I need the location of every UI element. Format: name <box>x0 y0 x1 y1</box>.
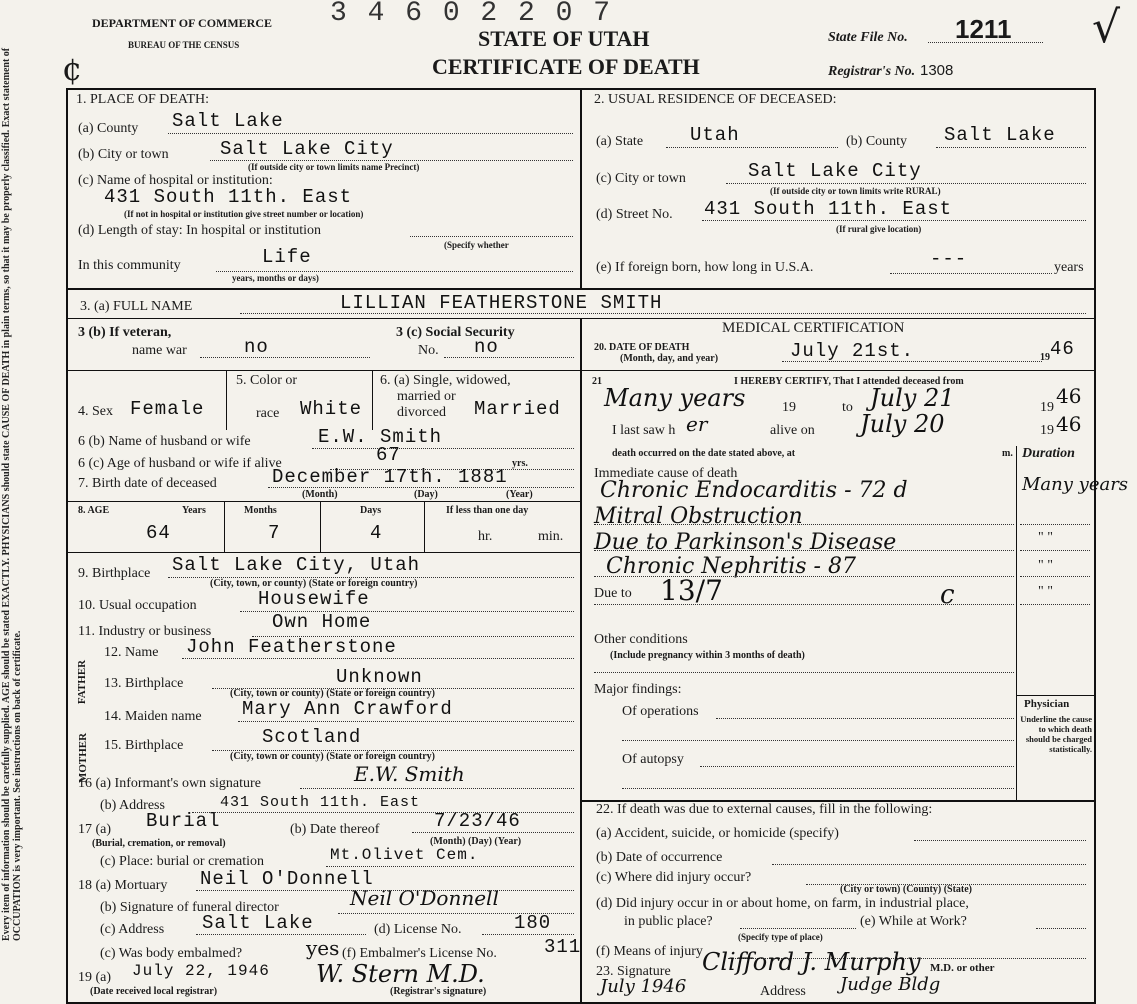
informant-address: 431 South 11th. East <box>220 794 421 811</box>
place-community-label: In this community <box>78 258 181 273</box>
place-city-note: (If outside city or town limits name Precinct) <box>248 162 420 172</box>
cert-number: 21 <box>592 376 602 387</box>
cert-text: I HEREBY CERTIFY, That I attended deceased from <box>734 376 964 387</box>
alive-on: July 20 <box>860 410 945 438</box>
to-year: 46 <box>1056 384 1082 408</box>
attended-from: Many years <box>604 384 746 412</box>
department-label: DEPARTMENT OF COMMERCE <box>92 16 273 30</box>
alive-year: 46 <box>1056 412 1082 436</box>
attended-to: July 21 <box>870 384 955 412</box>
to-19: 19 <box>1040 400 1054 415</box>
age-days-label: Days <box>360 505 382 516</box>
duration-3: " " <box>1038 558 1053 573</box>
signature-label: 23. Signature <box>596 964 671 979</box>
major-findings-label: Major findings: <box>594 682 682 697</box>
father-name-value: John Featherstone <box>186 636 397 658</box>
license-value: 180 <box>514 912 552 934</box>
burial-value: Burial <box>146 810 221 832</box>
mother-birthplace-label: 15. Birthplace <box>104 738 184 753</box>
external-heading: 22. If death was due to external causes, fill in the following: <box>596 802 933 817</box>
birth-year-note: (Year) <box>506 489 533 500</box>
occupation-value: Housewife <box>258 588 370 610</box>
less-than-day-label: If less than one day <box>446 505 529 516</box>
marital-label-3: divorced <box>397 405 446 420</box>
residence-city-label: (c) City or town <box>596 171 686 186</box>
to-label: to <box>842 400 853 415</box>
residence-street: 431 South 11th. East <box>704 198 953 220</box>
place-city: Salt Lake City <box>220 138 394 160</box>
informant-address-label: (b) Address <box>100 798 165 813</box>
physician-title: Physician <box>1024 698 1070 710</box>
embalmer-license-value: 311 <box>544 936 582 958</box>
sex-value: Female <box>130 398 205 420</box>
cause-line-4: Chronic Nephritis - 87 <box>606 554 856 579</box>
place-hospital: 431 South 11th. East <box>104 186 353 208</box>
full-name-label: 3. (a) FULL NAME <box>80 299 193 314</box>
residence-rural-note: (If rural give location) <box>836 224 922 234</box>
license-label: (d) License No. <box>374 922 462 937</box>
husband-value: E.W. Smith <box>318 426 443 448</box>
ss-value: no <box>474 336 499 358</box>
external-c-label: (c) Where did injury occur? <box>596 870 752 885</box>
state-file-label: State File No. <box>828 30 908 45</box>
age-days: 4 <box>370 522 383 544</box>
burial-place: Mt.Olivet Cem. <box>330 846 479 864</box>
hr-label: hr. <box>478 529 493 544</box>
veteran-value: no <box>244 336 269 358</box>
place-stay-label: (d) Length of stay: In hospital or institution <box>78 223 322 238</box>
state-file-number: 1211 <box>955 14 1012 44</box>
md-label: M.D. or other <box>930 962 995 974</box>
mortuary-address-label: (c) Address <box>100 922 165 937</box>
informant-signature: E.W. Smith <box>354 762 465 786</box>
mother-maiden-label: 14. Maiden name <box>104 709 202 724</box>
occupation-label: 10. Usual occupation <box>78 598 197 613</box>
title-certificate: CERTIFICATE OF DEATH <box>432 54 700 79</box>
age-husband-value: 67 <box>376 444 401 466</box>
mortuary-label: 18 (a) Mortuary <box>78 878 168 893</box>
physician-note: Underline the cause to which death should be charged statistically. <box>1020 714 1092 754</box>
last-saw-label: I last saw h <box>612 423 676 438</box>
received-note: (Date received local registrar) <box>90 986 218 997</box>
residence-state: Utah <box>690 124 740 146</box>
place-specify-note: (Specify whether <box>444 240 509 250</box>
death-occurred: death occurred on the date stated above, at <box>612 448 796 459</box>
physician-address-label: Address <box>760 984 806 999</box>
cause-line-3: Due to Parkinson's Disease <box>594 530 897 555</box>
yrs-label: yrs. <box>512 458 528 469</box>
sex-label: 4. Sex <box>78 404 113 419</box>
burial-date-note: (Month) (Day) (Year) <box>430 836 522 847</box>
alive-label: alive on <box>770 423 815 438</box>
residence-years-label: years <box>1054 260 1084 275</box>
registrar-signature: W. Stern M.D. <box>316 960 485 988</box>
residence-county-label: (b) County <box>846 134 908 149</box>
veteran-war-label: name war <box>132 343 187 358</box>
age-husband-label: 6 (c) Age of husband or wife if alive <box>78 456 282 471</box>
birthplace-note: (City, town, or county) (State or foreign country) <box>210 578 418 589</box>
cause-line-1: Chronic Endocarditis - 72 d <box>600 478 908 503</box>
medical-heading: MEDICAL CERTIFICATION <box>722 320 905 336</box>
external-f-label: (f) Means of injury <box>596 944 703 959</box>
color-label: 5. Color or <box>236 373 298 388</box>
burial-date: 7/23/46 <box>434 810 521 832</box>
external-a-label: (a) Accident, suicide, or homicide (specify) <box>596 826 839 841</box>
bureau-label: BUREAU OF THE CENSUS <box>128 40 240 50</box>
mother-birthplace-value: Scotland <box>262 726 362 748</box>
due-to-c: c <box>940 580 955 610</box>
dod-year-prefix: 19 <box>1040 352 1050 363</box>
place-hospital-note: (If not in hospital or institution give street number or location) <box>124 209 364 219</box>
place-heading: 1. PLACE OF DEATH: <box>76 92 210 107</box>
due-to-label: Due to <box>594 586 632 601</box>
mother-maiden-value: Mary Ann Crawford <box>242 698 453 720</box>
industry-value: Own Home <box>272 611 372 633</box>
embalmed-label: (c) Was body embalmed? <box>100 946 243 961</box>
place-county-label: (a) County <box>78 121 139 136</box>
ss-no-label: No. <box>418 343 439 358</box>
cent-mark-icon: ¢ <box>62 50 83 88</box>
duration-4: " " <box>1038 584 1053 599</box>
mother-tag: MOTHER <box>77 732 90 784</box>
place-city-label: (b) City or town <box>78 147 169 162</box>
place-hospital-label: (c) Name of hospital or institution: <box>78 173 273 188</box>
registrar-signature-label: (Registrar's signature) <box>390 986 487 997</box>
birthplace-label: 9. Birthplace <box>78 566 151 581</box>
age-label: 8. AGE <box>78 505 110 516</box>
burial-note: (Burial, cremation, or removal) <box>92 838 226 849</box>
dod-value: July 21st. <box>790 340 915 362</box>
father-tag: FATHER <box>76 659 89 705</box>
serial-number: 3 4 6 0 2 2 0 7 <box>330 0 613 29</box>
father-birthplace-value: Unknown <box>336 666 423 688</box>
race-value: White <box>300 398 363 420</box>
dod-sub: (Month, day, and year) <box>620 353 719 364</box>
age-years: 64 <box>146 522 171 544</box>
race-label: race <box>256 406 280 421</box>
informant-label: 16 (a) Informant's own signature <box>78 776 261 791</box>
alive-19: 19 <box>1040 423 1054 438</box>
residence-county: Salt Lake <box>944 124 1056 146</box>
birthplace-value: Salt Lake City, Utah <box>172 554 421 576</box>
mother-birthplace-note: (City, town or county) (State or foreign country) <box>230 751 435 762</box>
other-conditions-label: Other conditions <box>594 632 688 647</box>
place-community: Life <box>262 246 312 268</box>
autopsy-label: Of autopsy <box>622 752 684 767</box>
external-d2-label: in public place? <box>624 914 713 929</box>
dod-label: 20. DATE OF DEATH <box>594 342 690 353</box>
other-conditions-note: (Include pregnancy within 3 months of death) <box>610 650 805 661</box>
from-19: 19 <box>782 400 796 415</box>
received-date: July 22, 1946 <box>132 962 270 980</box>
burial-label: 17 (a) <box>78 822 112 837</box>
embalmed-value: yes <box>306 936 340 960</box>
mortuary-address: Salt Lake <box>202 912 314 934</box>
age-years-label: Years <box>182 505 206 516</box>
external-b-label: (b) Date of occurrence <box>596 850 723 865</box>
father-birthplace-label: 13. Birthplace <box>104 676 184 691</box>
veteran-label: 3 (b) If veteran, <box>78 325 172 340</box>
burial-place-label: (c) Place: burial or cremation <box>100 854 265 869</box>
residence-foreign: --- <box>930 248 968 270</box>
industry-label: 11. Industry or business <box>78 624 212 639</box>
birth-month-note: (Month) <box>302 489 338 500</box>
title-state: STATE OF UTAH <box>478 26 650 51</box>
due-to-code: 13/7 <box>660 574 723 607</box>
residence-state-label: (a) State <box>596 134 644 149</box>
birth-day-note: (Day) <box>414 489 438 500</box>
residence-city-note: (If outside city or town limits write RURAL) <box>770 186 941 196</box>
check-mark-icon: √ <box>1092 2 1121 53</box>
marital-label-2: married or <box>397 389 456 404</box>
m-label: m. <box>1002 448 1013 459</box>
residence-foreign-label: (e) If foreign born, how long in U.S.A. <box>596 260 814 275</box>
birth-date-label: 7. Birth date of deceased <box>78 476 217 491</box>
external-d-note: (Specify type of place) <box>738 932 823 942</box>
dod-year: 46 <box>1050 338 1075 360</box>
physician-address: Judge Bldg <box>840 974 941 995</box>
operations-label: Of operations <box>622 704 699 719</box>
external-c-note: (City or town) (County) (State) <box>840 884 973 895</box>
ss-label: 3 (c) Social Security <box>396 325 515 340</box>
marital-label-1: 6. (a) Single, widowed, <box>380 373 511 388</box>
director-signature: Neil O'Donnell <box>350 886 499 910</box>
min-label: min. <box>538 529 564 544</box>
marital-value: Married <box>474 398 561 420</box>
side-instructions: Every item of information should be carefully supplied. AGE should be stated EXACTLY. PHYSICIANS should state CAUSE OF DEATH in plain terms, so that it may be properly classified. Exact statement of OCCUPATION is very important. See instructions on back of certificate. <box>1 47 23 941</box>
place-ymd-note: years, months or days) <box>232 273 319 283</box>
mortuary-value: Neil O'Donnell <box>200 868 374 890</box>
age-months-label: Months <box>244 505 277 516</box>
residence-city: Salt Lake City <box>748 160 922 182</box>
residence-street-label: (d) Street No. <box>596 207 673 222</box>
physician-signature: Clifford J. Murphy <box>702 948 921 976</box>
last-saw: er <box>686 412 708 436</box>
duration-2: " " <box>1038 530 1053 545</box>
birth-date-value: December 17th. 1881 <box>272 466 508 488</box>
external-e-label: (e) While at Work? <box>860 914 967 929</box>
full-name: LILLIAN FEATHERSTONE SMITH <box>340 292 663 314</box>
registrar-number: 1308 <box>920 62 954 79</box>
external-d-label: (d) Did injury occur in or about home, on farm, in industrial place, <box>596 896 969 911</box>
duration-label: Duration <box>1022 446 1075 461</box>
duration-1: Many years <box>1022 474 1129 495</box>
physician-date: July 1946 <box>600 976 687 997</box>
burial-date-label: (b) Date thereof <box>290 822 380 837</box>
immediate-cause-label: Immediate cause of death <box>594 466 738 481</box>
father-name-label: 12. Name <box>104 645 159 660</box>
father-birthplace-note: (City, town or county) (State or foreign country) <box>230 688 435 699</box>
received-label: 19 (a) <box>78 970 112 985</box>
cause-line-2: Mitral Obstruction <box>594 504 803 529</box>
place-county: Salt Lake <box>172 110 284 132</box>
residence-heading: 2. USUAL RESIDENCE OF DECEASED: <box>594 92 837 107</box>
embalmer-license-label: (f) Embalmer's License No. <box>342 946 497 961</box>
age-months: 7 <box>268 522 281 544</box>
registrar-label: Registrar's No. <box>828 64 916 79</box>
husband-label: 6 (b) Name of husband or wife <box>78 434 251 449</box>
director-label: (b) Signature of funeral director <box>100 900 279 915</box>
